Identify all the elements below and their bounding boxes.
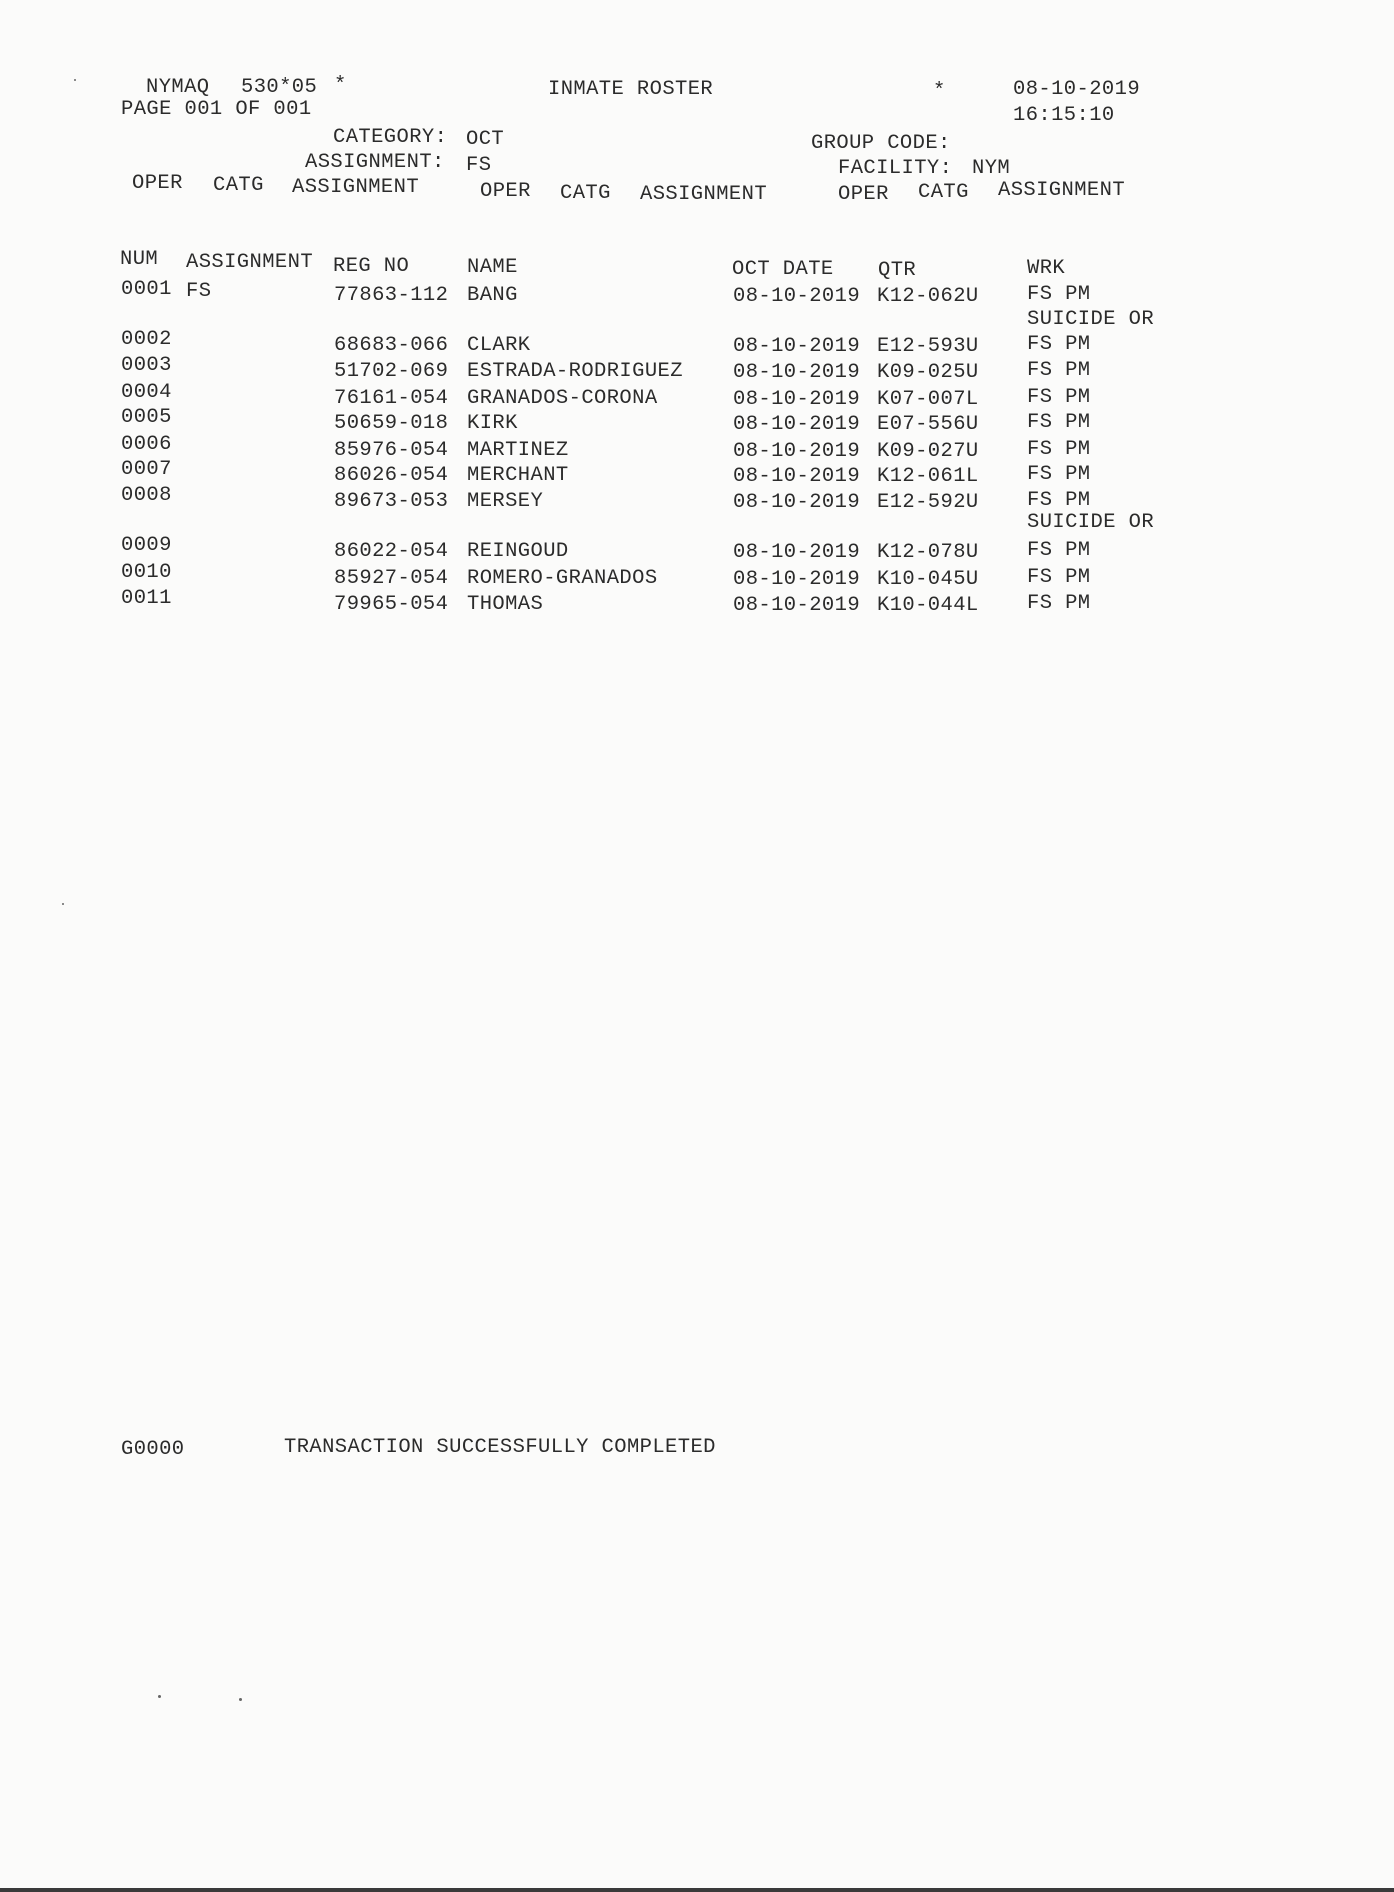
facility-label: FACILITY:: [838, 157, 953, 180]
row-wrk: FS PM: [1027, 489, 1091, 512]
row-num: 0009: [121, 534, 172, 557]
paper-speck: [62, 903, 64, 905]
row-reg-no: 86026-054: [334, 464, 449, 487]
row-assignment: FS: [186, 280, 212, 303]
row-num: 0002: [121, 328, 172, 351]
row-name: ESTRADA-RODRIGUEZ: [467, 360, 683, 383]
row-reg-no: 86022-054: [334, 540, 449, 563]
row-wrk: FS PM: [1027, 463, 1091, 486]
row-name: KIRK: [467, 412, 518, 435]
row-reg-no: 79965-054: [334, 593, 449, 616]
row-qtr: K12-061L: [877, 465, 979, 488]
row-wrk: FS PM: [1027, 592, 1091, 615]
status-message: TRANSACTION SUCCESSFULLY COMPLETED: [284, 1436, 716, 1459]
row-qtr: K10-045U: [877, 568, 979, 591]
row-wrk: FS PM: [1027, 283, 1091, 306]
row-reg-no: 76161-054: [334, 387, 449, 410]
catg-header: CATG: [560, 182, 611, 205]
assignment-header: ASSIGNMENT: [640, 183, 768, 206]
category-value: OCT: [466, 128, 505, 151]
row-qtr: K07-007L: [877, 388, 979, 411]
row-num: 0003: [121, 354, 172, 377]
row-wrk: FS PM: [1027, 438, 1091, 461]
row-oct-date: 08-10-2019: [733, 465, 861, 488]
row-num: 0008: [121, 484, 172, 507]
row-reg-no: 89673-053: [334, 490, 449, 513]
row-qtr: E12-592U: [877, 491, 979, 514]
row-qtr: K09-025U: [877, 361, 979, 384]
row-oct-date: 08-10-2019: [733, 388, 861, 411]
row-wrk: FS PM: [1027, 333, 1091, 356]
row-name: MARTINEZ: [467, 439, 569, 462]
row-reg-no: 85927-054: [334, 567, 449, 590]
status-code: G0000: [121, 1438, 185, 1461]
assignment-header: ASSIGNMENT: [998, 179, 1126, 202]
row-name: ROMERO-GRANADOS: [467, 567, 658, 590]
assignment-value: FS: [466, 154, 492, 177]
row-num: 0007: [121, 458, 172, 481]
facility-value: NYM: [972, 157, 1011, 180]
row-oct-date: 08-10-2019: [733, 541, 861, 564]
row-name: MERCHANT: [467, 464, 569, 487]
row-name: REINGOUD: [467, 540, 569, 563]
oper-header: OPER: [480, 180, 531, 203]
row-oct-date: 08-10-2019: [733, 568, 861, 591]
row-reg-no: 77863-112: [334, 284, 449, 307]
row-reg-no: 68683-066: [334, 334, 449, 357]
row-qtr: K09-027U: [877, 440, 979, 463]
row-oct-date: 08-10-2019: [733, 491, 861, 514]
row-name: THOMAS: [467, 593, 544, 616]
row-num: 0004: [121, 381, 172, 404]
report-time: 16:15:10: [1013, 104, 1115, 127]
page-indicator: PAGE 001 OF 001: [121, 98, 312, 121]
assignment-header: ASSIGNMENT: [292, 176, 420, 199]
report-date: 08-10-2019: [1013, 78, 1141, 101]
row-num: 0011: [121, 587, 172, 610]
col-num-header: NUM: [120, 248, 159, 271]
row-oct-date: 08-10-2019: [733, 285, 861, 308]
row-wrk: FS PM: [1027, 359, 1091, 382]
row-name: CLARK: [467, 334, 531, 357]
row-qtr: E12-593U: [877, 335, 979, 358]
row-qtr: K12-062U: [877, 285, 979, 308]
col-reg-no-header: REG NO: [333, 255, 410, 278]
row-oct-date: 08-10-2019: [733, 335, 861, 358]
row-qtr: E07-556U: [877, 413, 979, 436]
paper-speck: [158, 1695, 161, 1698]
col-qtr-header: QTR: [878, 259, 917, 282]
row-oct-date: 08-10-2019: [733, 594, 861, 617]
assignment-label: ASSIGNMENT:: [305, 151, 445, 174]
row-name: GRANADOS-CORONA: [467, 387, 658, 410]
row-wrk: FS PM: [1027, 386, 1091, 409]
row-oct-date: 08-10-2019: [733, 361, 861, 384]
row-oct-date: 08-10-2019: [733, 440, 861, 463]
oper-header: OPER: [838, 183, 889, 206]
system-id: NYMAQ: [146, 76, 210, 99]
row-oct-date: 08-10-2019: [733, 413, 861, 436]
page-bottom-edge: [0, 1888, 1394, 1892]
row-reg-no: 50659-018: [334, 412, 449, 435]
category-label: CATEGORY:: [333, 126, 448, 149]
row-wrk: FS PM: [1027, 539, 1091, 562]
row-name: MERSEY: [467, 490, 544, 513]
group-code-label: GROUP CODE:: [811, 132, 951, 155]
screen-code: 530*05: [241, 76, 318, 99]
row-num: 0005: [121, 406, 172, 429]
row-num: 0010: [121, 561, 172, 584]
row-reg-no: 85976-054: [334, 439, 449, 462]
col-assignment-header: ASSIGNMENT: [186, 251, 314, 274]
oper-header: OPER: [132, 172, 183, 195]
report-title: INMATE ROSTER: [548, 78, 714, 101]
catg-header: CATG: [918, 181, 969, 204]
col-oct-date-header: OCT DATE: [732, 258, 834, 281]
row-num: 0006: [121, 433, 172, 456]
row-wrk: FS PM: [1027, 411, 1091, 434]
row-reg-no: 51702-069: [334, 360, 449, 383]
row-qtr: K10-044L: [877, 594, 979, 617]
star-left: *: [334, 74, 347, 97]
row-name: BANG: [467, 284, 518, 307]
col-name-header: NAME: [467, 256, 518, 279]
col-wrk-header: WRK: [1027, 257, 1066, 280]
catg-header: CATG: [213, 174, 264, 197]
paper-speck: [74, 79, 76, 81]
star-right: *: [933, 80, 946, 103]
row-wrk: FS PM: [1027, 566, 1091, 589]
row-num: 0001: [121, 278, 172, 301]
row-qtr: K12-078U: [877, 541, 979, 564]
row-note: SUICIDE OR: [1027, 511, 1155, 534]
row-note: SUICIDE OR: [1027, 308, 1155, 331]
paper-speck: [239, 1698, 242, 1701]
